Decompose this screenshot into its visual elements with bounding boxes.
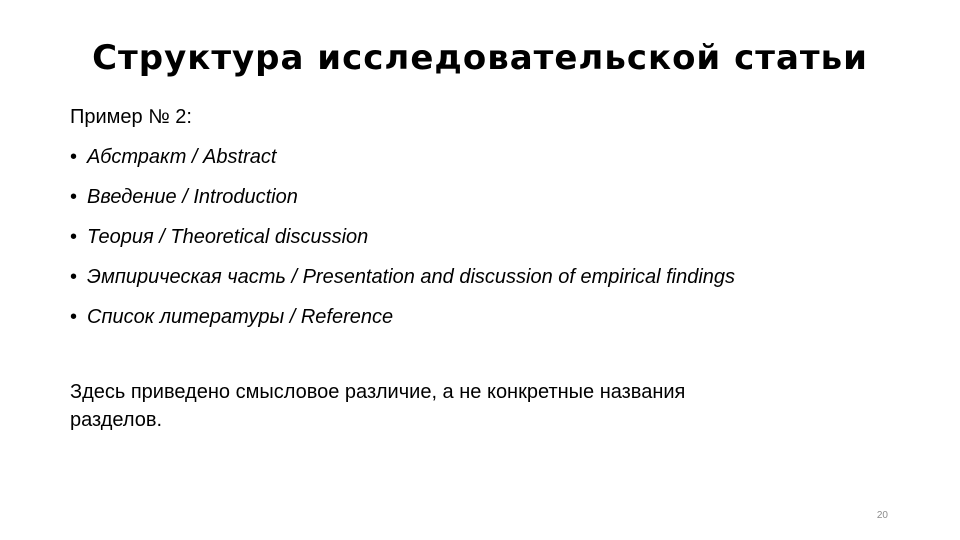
- list-item: [70, 264, 810, 290]
- list-item-text: Абстракт / Abstract: [87, 146, 277, 168]
- bullet-icon: •: [70, 186, 78, 208]
- list-item-text: Эмпирическая часть / Presentation and discussion of empirical findings: [87, 266, 736, 288]
- bullet-icon: •: [70, 226, 78, 248]
- bullet-icon: •: [70, 306, 78, 328]
- list-item: [70, 304, 810, 330]
- bullet-icon: •: [70, 266, 78, 288]
- example-label: Пример № 2:: [70, 106, 192, 128]
- page-number: 20: [876, 510, 888, 521]
- list-item-text: Теория / Theoretical discussion: [87, 226, 369, 248]
- list-item: [70, 184, 810, 210]
- section-list: [70, 144, 810, 330]
- list-item: [70, 144, 810, 170]
- list-item: [70, 224, 810, 250]
- slide-title: Структура исследовательской статьи: [92, 38, 868, 78]
- slide-body: [70, 104, 810, 434]
- note-text: Здесь приведено смысловое различие, а не конкретные названия разделов.: [70, 381, 686, 431]
- list-item-text: Список литературы / Reference: [87, 306, 394, 328]
- list-item-text: Введение / Introduction: [87, 186, 298, 208]
- bullet-icon: •: [70, 146, 78, 168]
